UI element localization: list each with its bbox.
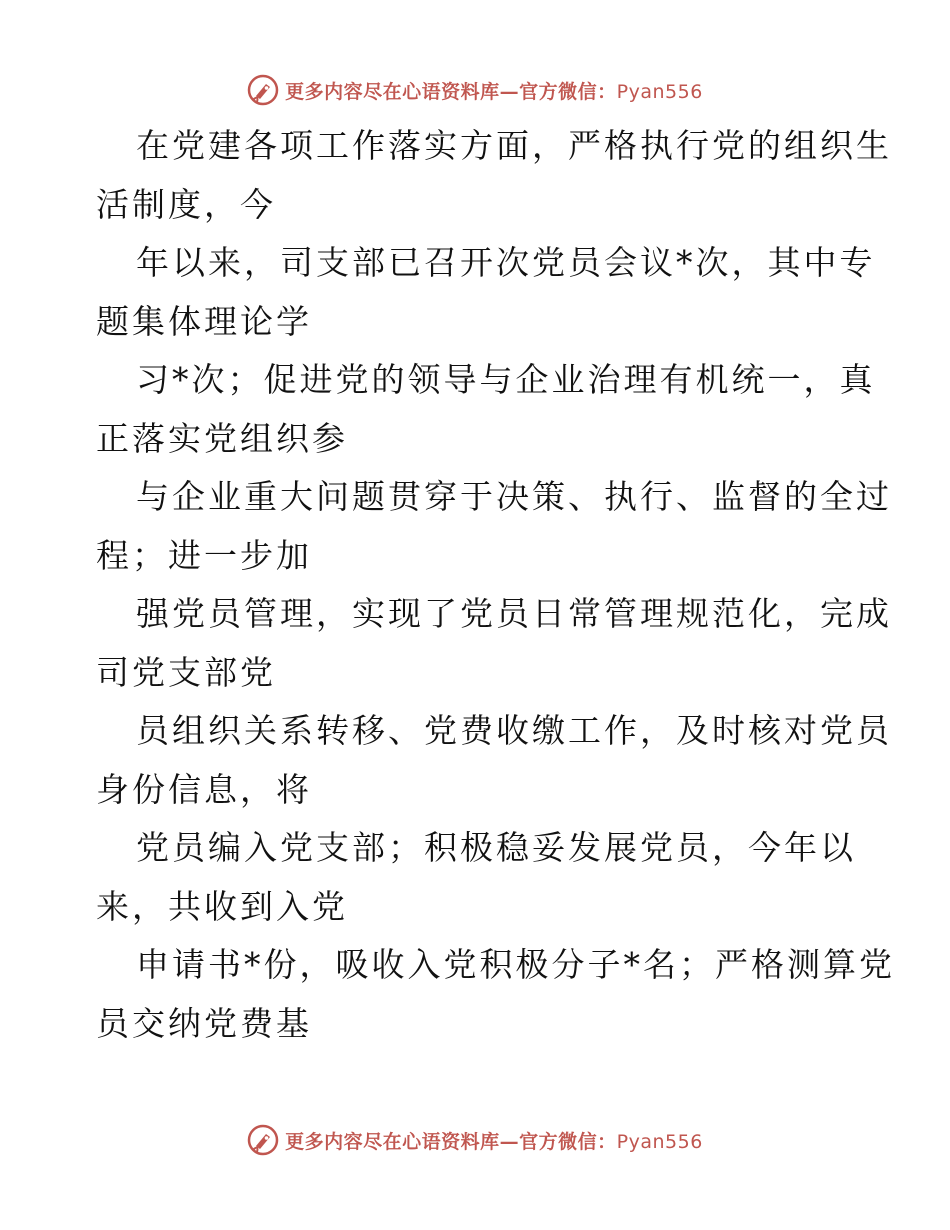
text-line: 来，共收到入党 [96, 886, 348, 926]
text-line: 与企业重大问题贯穿于决策、执行、监督的全过 [136, 477, 892, 516]
text-line: 题集体理论学 [96, 301, 312, 341]
pen-nib-circle-icon [247, 1124, 279, 1156]
document-body [96, 117, 895, 1053]
banner-text: 更多内容尽在心语资料库—官方微信：Pyan556 [285, 1130, 703, 1153]
text-line: 强党员管理，实现了党员日常管理规范化，完成 [136, 594, 892, 633]
text-line: 习*次；促进党的领导与企业治理有机统一，真 [136, 360, 876, 399]
text-line: 在党建各项工作落实方面，严格执行党的组织生 [136, 126, 892, 165]
text-line: 申请书*份，吸收入党积极分子*名；严格测算党 [136, 945, 895, 984]
text-line: 程；进一步加 [96, 535, 312, 575]
text-line: 党员编入党支部；积极稳妥发展党员，今年以 [136, 828, 856, 867]
text-line: 年以来，司支部已召开次党员会议*次，其中专 [136, 243, 876, 282]
text-line: 正落实党组织参 [96, 418, 348, 458]
text-line: 活制度，今 [96, 184, 276, 224]
footer-banner [0, 1120, 950, 1160]
text-line: 身份信息，将 [96, 769, 312, 809]
text-line: 员交纳党费基 [96, 1003, 312, 1043]
header-banner [0, 70, 950, 110]
text-line: 员组织关系转移、党费收缴工作，及时核对党员 [136, 711, 892, 750]
banner-text: 更多内容尽在心语资料库—官方微信：Pyan556 [285, 80, 703, 103]
text-line: 司党支部党 [96, 652, 276, 692]
wechat-id: Pyan556 [616, 80, 703, 103]
wechat-id: Pyan556 [616, 1130, 703, 1153]
pen-nib-circle-icon [247, 74, 279, 106]
